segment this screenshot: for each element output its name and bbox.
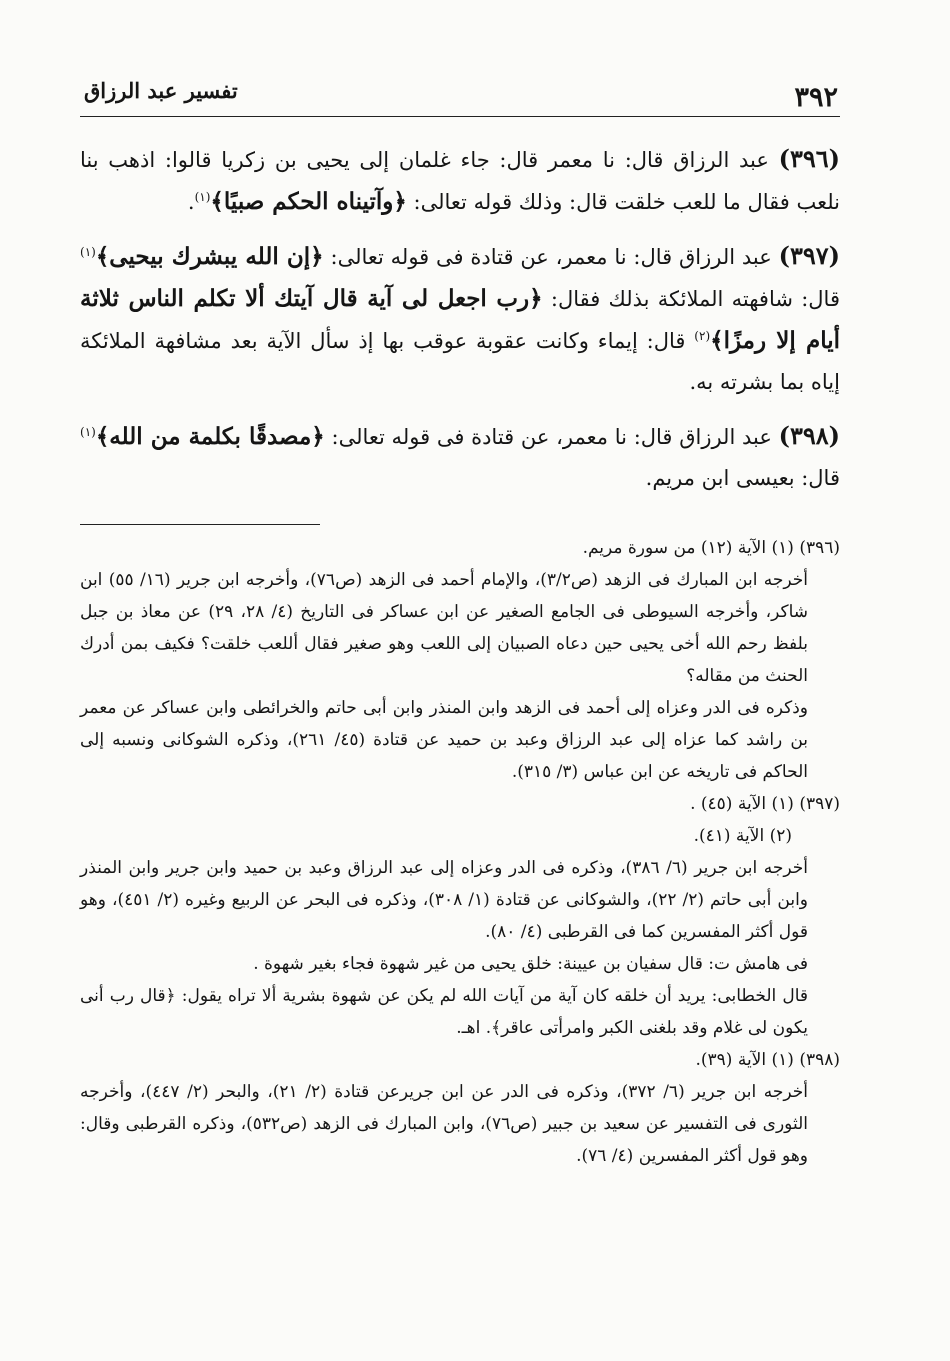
quran-quote: ﴿قال رب أنى يكون لى غلام وقد بلغنى الكبر وامرأتى عاقر﴾	[80, 986, 808, 1038]
footnotes	[80, 532, 840, 1172]
quran-quote: ﴿وآتيناه الحكم صبيًا﴾	[210, 188, 407, 215]
footnote-paragraph: أخرجه ابن المبارك فى الزهد (ص٣/٢)، والإمام أحمد فى الزهد (ص٧٦)، وأخرجه ابن جرير (١٦/ ٥٥) ابن شاكر، وأخرجه السيوطى فى الجامع الصغير عن ابن عساكر فى التاريخ (٤/ ٢٨، ٢٩) عن معاذ بن جبل بلفظ رحم الله أخى يحيى حين دعاه الصبيان إلى اللعب وهو صغير فقال أللعب خلقت؟ فكيف بمن أدرك الحنث من مقاله؟	[80, 570, 809, 686]
footnote-heading: (٣٩٦) (١) الآية (١٢) من سورة مريم.	[582, 538, 840, 558]
footnote-ref: (١)	[194, 190, 211, 204]
quran-quote: ﴿رب اجعل لى آية قال آيتك ألا تكلم الناس ثلاثة أيام إلا رمزًا﴾	[80, 285, 840, 354]
entry-397	[80, 235, 840, 403]
footnote-ref: (١)	[80, 425, 96, 439]
footnote-divider	[80, 524, 320, 525]
footnote-subheading: (٢) الآية (٤١).	[693, 826, 792, 846]
entry-text: قال: بعيسى ابن مريم.	[645, 466, 840, 490]
entry-398	[80, 415, 840, 499]
footnote-heading: (٣٩٨) (١) الآية (٣٩).	[695, 1050, 840, 1070]
entry-text: عبد الرزاق قال: نا معمر قال: جاء غلمان إلى يحيى بن زكريا قالوا: اذهب بنا نلعب فقال ما للعب خلقت قال: وذلك قوله تعالى:	[80, 148, 840, 214]
entry-text: قال: إيماء وكانت عقوبة عوقب بها إذ سأل الآية بعد مشافهة الملائكة إياه بما بشرته به.	[80, 329, 840, 394]
footnote-paragraph: أخرجه ابن جرير (٦/ ٣٨٦)، وذكره فى الدر وعزاه إلى عبد الرزاق وعبد بن حميد وابن جرير وابن المنذر وابن أبى حاتم (٢/ ٢٢)، والشوكانى عن قتادة (١/ ٣٠٨)، وذكره فى البحر عن الربيع وغيره (٢/ ٤٥١)، وهو قول أكثر المفسرين كما فى القرطبى (٤/ ٨٠).	[80, 858, 809, 942]
footnote-paragraph: وذكره فى الدر وعزاه إلى أحمد فى الزهد وابن المنذر وابن أبى حاتم والخرائطى وابن عساكر عن معمر بن راشد كما عزاه إلى عبد الرزاق وعبد بن حميد عن قتادة (٤٥/ ٢٦١)، وذكره الشوكانى ونسبه إلى الحاكم فى تاريخه عن ابن عباس (٣/ ٣١٥).	[80, 698, 808, 782]
entry-number: (٣٩٨)	[778, 421, 840, 450]
entry-396	[80, 138, 840, 223]
entry-text: قال: شافهته الملائكة بذلك فقال:	[542, 287, 840, 311]
book-page	[80, 70, 840, 1330]
quran-quote: ﴿مصدقًا بكلمة من الله﴾	[95, 423, 325, 450]
entry-number: (٣٩٦)	[778, 144, 840, 173]
entry-text: .	[187, 190, 195, 214]
page-number: ٣٩٢	[794, 82, 838, 113]
entry-text: عبد الرزاق قال: نا معمر، عن قتادة فى قوله تعالى:	[323, 245, 779, 269]
footnote-paragraph: فى هامش ت: قال سفيان بن عيينة: خلق يحيى من غير شهوة فجاء بغير شهوة .	[253, 954, 808, 974]
footnote-text: . اهـ.	[456, 1018, 492, 1038]
main-text	[80, 138, 840, 511]
footnote-paragraph	[80, 980, 808, 1044]
entry-text: عبد الرزاق قال: نا معمر، عن قتادة فى قوله تعالى:	[324, 425, 779, 449]
entry-number: (٣٩٧)	[778, 241, 841, 270]
footnote-paragraph: أخرجه ابن جرير (٦/ ٣٧٢)، وذكره فى الدر عن ابن جريرعن قتادة (٢/ ٢١)، والبحر (٢/ ٤٤٧)، وأخرجه الثورى فى التفسير عن سعيد بن جبير (ص٧٦)، وابن المبارك فى الزهد (ص٥٣٢)، وذكره القرطبى وقال: وهو قول أكثر المفسرين (٤/ ٧٦).	[80, 1082, 808, 1166]
running-title: تفسير عبد الرزاق	[84, 78, 238, 103]
quran-quote: ﴿إن الله يبشرك بيحيى﴾	[95, 243, 324, 270]
page-header	[80, 70, 840, 117]
footnote-heading: (٣٩٧) (١) الآية (٤٥) .	[690, 794, 840, 814]
footnote-ref: (٢)	[694, 329, 711, 343]
footnote-ref: (١)	[80, 245, 96, 259]
footnote-text: قال الخطابى: يريد أن خلقه كان آية من آيات الله لم يكن عن شهوة بشرية ألا تراه يقول:	[175, 986, 809, 1006]
